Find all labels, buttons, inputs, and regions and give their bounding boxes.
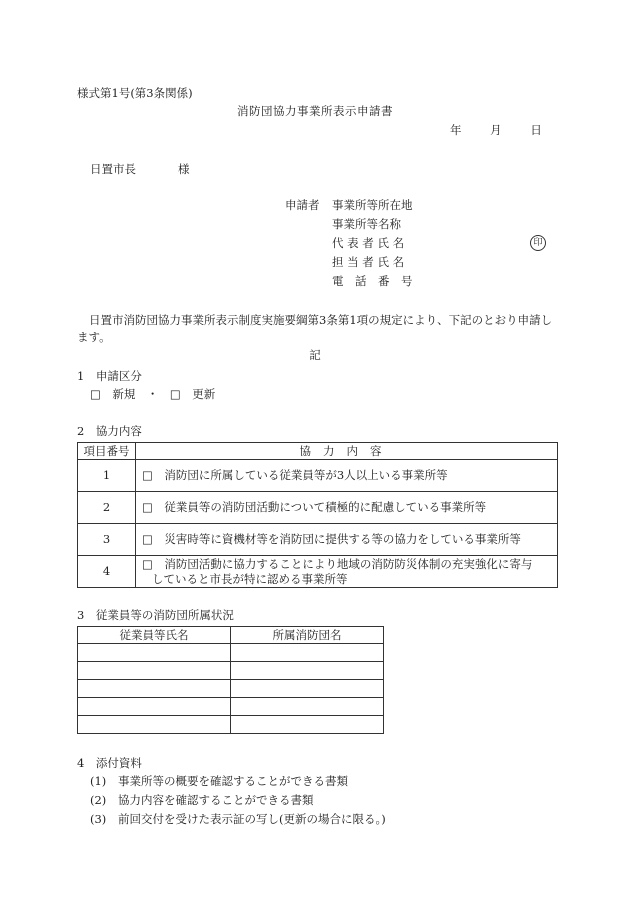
attachment-list — [90, 774, 386, 831]
item-number: 4 — [78, 556, 136, 588]
table-row — [78, 716, 384, 734]
list-item-text: 事業所等の概要を確認することができる書類 — [118, 774, 348, 788]
cooperation-table — [77, 442, 558, 588]
item-content[interactable] — [136, 460, 558, 492]
section3-heading: 3 従業員等の消防団所属状況 — [77, 608, 234, 622]
applicant-address-label: 事業所等所在地 — [332, 198, 413, 212]
list-item-number: (2) — [90, 793, 107, 807]
fire-unit-cell[interactable] — [231, 680, 384, 698]
applicant-fields — [332, 198, 413, 293]
table-row — [78, 680, 384, 698]
applicant-representative-label: 代 表 者 氏 名 — [332, 236, 405, 250]
document-title: 消防団協力事業所表示申請書 — [237, 104, 393, 118]
applicant-contact-person-label: 担 当 者 氏 名 — [332, 255, 405, 269]
section4-heading: 4 添付資料 — [77, 756, 142, 770]
col-staff-name: 従業員等氏名 — [78, 627, 231, 644]
date-line — [450, 123, 542, 138]
ki-heading: 記 — [309, 348, 321, 362]
seal-mark: 印 — [530, 235, 546, 251]
col-item-number: 項目番号 — [78, 443, 136, 460]
fire-unit-cell[interactable] — [231, 698, 384, 716]
table-row — [78, 492, 558, 524]
item-content-line: していると市長が特に認める事業所等 — [152, 571, 348, 586]
addressee — [90, 162, 190, 177]
table-row — [78, 460, 558, 492]
application-type-options[interactable]: □ 新規 ・ □ 更新 — [90, 387, 216, 401]
item-number: 3 — [78, 524, 136, 556]
list-item-number: (3) — [90, 812, 107, 826]
table-header-row — [78, 627, 384, 644]
table-row — [78, 524, 558, 556]
item-content[interactable] — [136, 492, 558, 524]
item-content-line: □ 消防団活動に協力することにより地域の消防防災体制の充実強化に寄与 — [142, 556, 533, 571]
list-item — [90, 812, 386, 831]
item-content-line: □ 消防団に所属している従業員等が3人以上いる事業所等 — [142, 468, 448, 482]
staff-name-cell[interactable] — [78, 716, 231, 734]
item-content[interactable] — [136, 524, 558, 556]
table-row — [78, 556, 558, 588]
staff-table — [77, 626, 384, 734]
fire-unit-cell[interactable] — [231, 662, 384, 680]
table-row — [78, 662, 384, 680]
staff-name-cell[interactable] — [78, 644, 231, 662]
list-item — [90, 774, 386, 793]
section1-heading: 1 申請区分 — [77, 369, 142, 383]
body-paragraph: 日置市消防団協力事業所表示制度実施要綱第3条第1項の規定により、下記のとおり申請します。 — [77, 313, 553, 344]
list-item-number: (1) — [90, 774, 107, 788]
item-number: 2 — [78, 492, 136, 524]
applicant-company-label: 事業所等名称 — [332, 217, 401, 231]
col-cooperation-content: 協力内容 — [136, 443, 558, 460]
item-content-line: □ 災害時等に資機材等を消防団に提供する等の協力をしている事業所等 — [142, 532, 521, 546]
table-row — [78, 698, 384, 716]
list-item-text: 前回交付を受けた表示証の写し(更新の場合に限る。) — [118, 812, 386, 826]
col-fire-unit: 所属消防団名 — [231, 627, 384, 644]
applicant-label: 申請者 — [285, 198, 320, 212]
table-header-row — [78, 443, 558, 460]
staff-name-cell[interactable] — [78, 662, 231, 680]
section2-heading: 2 協力内容 — [77, 424, 142, 438]
fire-unit-cell[interactable] — [231, 644, 384, 662]
addressee-name: 日置市長 — [90, 162, 136, 176]
staff-name-cell[interactable] — [78, 698, 231, 716]
date-day: 日 — [530, 123, 542, 137]
form-number: 様式第1号(第3条関係) — [77, 86, 193, 100]
date-year: 年 — [450, 123, 462, 137]
date-month: 月 — [490, 123, 502, 137]
list-item-text: 協力内容を確認することができる書類 — [118, 793, 314, 807]
addressee-honorific: 様 — [178, 162, 190, 176]
fire-unit-cell[interactable] — [231, 716, 384, 734]
item-content[interactable] — [136, 556, 558, 588]
table-row — [78, 644, 384, 662]
applicant-phone-label: 電 話 番 号 — [332, 274, 413, 288]
item-content-line: □ 従業員等の消防団活動について積極的に配慮している事業所等 — [142, 500, 487, 514]
item-number: 1 — [78, 460, 136, 492]
list-item — [90, 793, 386, 812]
staff-name-cell[interactable] — [78, 680, 231, 698]
